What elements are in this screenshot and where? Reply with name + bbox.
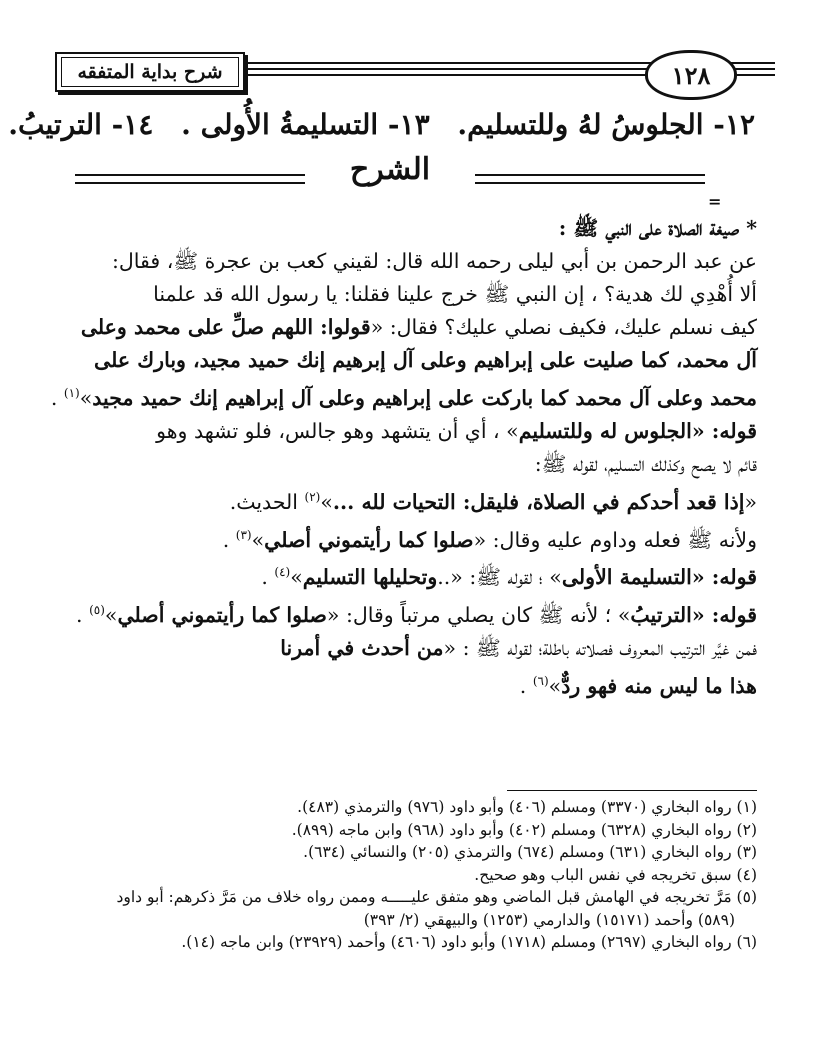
text-run: » — [251, 527, 265, 552]
footnote: (٥) مَرَّ تخريجه في الهامش قبل الماضي وهو متفق عليـــــه وممن رواه خلاف من مَرَّ ذكرهم: أبو داود — [116, 888, 757, 906]
text-run: فمن غيَّر الترتيب المعروف فصلاته باطلة؛ لقوله ﷺ : « — [443, 636, 757, 661]
body-line — [50, 377, 757, 415]
footnote-ref: (٣) — [235, 527, 252, 542]
footnote-ref: (٤) — [274, 565, 291, 580]
book-title: شرح بداية المتفقه — [61, 57, 239, 87]
body-line: عن عبد الرحمن بن أبي ليلى رحمه الله قال: لقيني كعب بن عجرة ﷺ، فقال: — [112, 249, 757, 273]
hadith-text: وتحليلها التسليم — [302, 565, 438, 590]
body-line — [74, 556, 757, 594]
footnote-ref: (٦) — [532, 674, 549, 689]
text-run: الحديث. — [229, 489, 305, 514]
body-line: آل محمد، كما صليت على إبراهيم وعلى آل إبرهيم إنك حميد مجيد، وبارك على — [94, 348, 757, 372]
matn-line — [8, 108, 755, 141]
footnote: (٤) سبق تخريجه في نفس الباب وهو صحيح. — [474, 865, 757, 884]
footnote: (١) رواه البخاري (٣٣٧٠) ومسلم (٤٠٦) وأبو داود (٩٧٦) والترمذي (٤٨٣). — [297, 798, 757, 816]
matn-item-13: ١٣- التسليمةُ الأُولى . — [181, 108, 430, 141]
matn-item-12: ١٢- الجلوسُ لهُ وللتسليم. — [457, 108, 755, 141]
text-run: » — [79, 385, 93, 410]
footnote: (٣) رواه البخاري (٦٣١) ومسلم (٦٧٤) والترمذي (٢٠٥) والنسائي (٦٣٤). — [303, 843, 757, 861]
footnote-separator — [507, 790, 757, 791]
text-run: قوله: « — [691, 565, 757, 590]
text-run: » ، أي أن يتشهد وهو جالس، فلو تشهد وهو — [156, 418, 519, 443]
page-number: ١٢٨ — [645, 50, 737, 100]
hadith-text: إذا قعد أحدكم في الصلاة، فليقل: التحيات لله ... — [332, 489, 745, 514]
text-run: ولأنه ﷺ فعله وداوم عليه وقال: « — [473, 527, 757, 552]
commentary-body — [50, 212, 757, 703]
matn-quote: الجلوس له وللتسليم — [518, 418, 692, 443]
book-title-box — [55, 52, 245, 92]
hadith-text: صلوا كما رأيتموني أصلي — [117, 603, 327, 628]
running-header — [55, 50, 775, 96]
body-line: ألا أُهْدِي لك هدية؟ ، إن النبي ﷺ خرج علينا فقلنا: يا رسول الله قد علمنا — [153, 282, 757, 306]
matn-item-14: ١٤- الترتيبُ. — [8, 108, 154, 141]
body-line — [74, 415, 757, 448]
text-run: قوله: « — [691, 418, 757, 443]
footnote: (٢) رواه البخاري (٦٣٢٨) ومسلم (٤٠٢) وأبو داود (٩٦٨) وابن ماجه (٨٩٩). — [291, 820, 757, 839]
body-line — [74, 632, 757, 665]
body-line — [74, 665, 757, 703]
text-run: . — [76, 603, 90, 628]
matn-quote: التسليمة الأولى — [561, 565, 692, 590]
side-mark: = — [708, 192, 722, 211]
hadith-text: صلوا كما رأيتموني أصلي — [264, 527, 474, 552]
text-run: » ؛ لقوله ﷺ: «.. — [437, 565, 562, 590]
footnote: (٦) رواه البخاري (٢٦٩٧) ومسلم (١٧١٨) وأبو داود (٤٦٠٦) وأحمد (٢٣٩٢٩) وابن ماجه (١٤). — [181, 933, 757, 951]
footnote-ref: (١) — [63, 386, 80, 400]
hadith-text: من أحدث في أمرنا — [280, 636, 444, 661]
sharh-title: الشرح — [349, 152, 431, 187]
text-run: . — [50, 385, 64, 410]
matn-quote: الترتيبُ — [630, 603, 692, 628]
footnote-ref: (٥) — [89, 603, 105, 618]
body-line — [74, 519, 757, 557]
hadith-text: هذا ما ليس منه فهو ردٌّ — [561, 673, 757, 698]
hadith-text: قولوا: اللهم صلِّ على محمد وعلى — [80, 315, 371, 339]
text-run: » — [290, 565, 303, 590]
section-heading: * صيغة الصلاة على النبي ﷺ : — [558, 216, 757, 240]
footnote-continuation: (٥٨٩) وأحمد (١٥١٧١) والدارمي (١٢٥٣) والبيهقي (٢/ ٣٩٣) — [363, 910, 735, 929]
text-run: » — [320, 489, 333, 514]
text-run: » — [548, 673, 562, 698]
sharh-rule-left — [75, 174, 305, 184]
text-run: كيف نسلم عليك، فكيف نصلي عليك؟ فقال: « — [370, 315, 757, 339]
body-line — [74, 481, 757, 519]
text-run: » — [104, 603, 118, 628]
text-run: . — [261, 565, 275, 590]
footnotes — [74, 796, 757, 954]
text-run: » ؛ لأنه ﷺ كان يصلي مرتباً وقال: « — [326, 603, 631, 628]
footnote-ref: (٢) — [304, 489, 321, 504]
body-line: قائم لا يصح وكذلك التسليم، لقوله ﷺ: — [534, 451, 757, 476]
hadith-text: محمد وعلى آل محمد كما باركت على إبراهيم وعلى آل إبراهيم إنك حميد مجيد — [92, 385, 757, 410]
body-line — [74, 594, 757, 632]
text-run: . — [519, 673, 533, 698]
text-run: « — [744, 489, 757, 514]
text-run: . — [222, 527, 236, 552]
body-line — [74, 311, 757, 344]
sharh-heading — [75, 152, 705, 192]
text-run: قوله: « — [691, 603, 757, 628]
